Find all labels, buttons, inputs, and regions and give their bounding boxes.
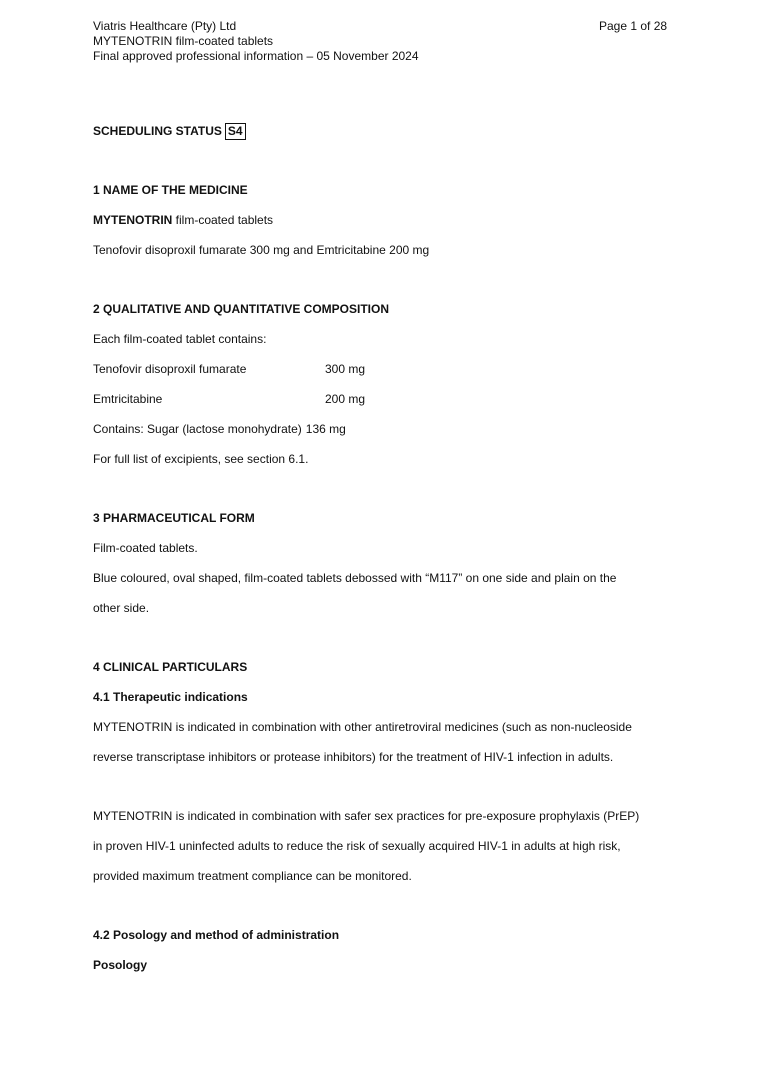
- medicine-name-bold: MYTENOTRIN: [93, 213, 173, 227]
- paragraph-line: provided maximum treatment compliance can be monitored.: [93, 869, 412, 883]
- page-header: [93, 19, 419, 64]
- subsection-heading: Posology: [93, 958, 148, 972]
- header-approval: Final approved professional information – 05 November 2024: [93, 49, 419, 63]
- ingredient-name: Contains: Sugar (lactose monohydrate): [93, 422, 302, 436]
- composition-row: [93, 384, 683, 414]
- form-line: other side.: [93, 601, 150, 615]
- form-line: Film-coated tablets.: [93, 541, 198, 555]
- ingredient-name: Tenofovir disoproxil fumarate: [93, 362, 247, 376]
- paragraph-line: MYTENOTRIN is indicated in combination with other antiretroviral medicines (such as non-nucleoside: [93, 720, 632, 734]
- form-line: Blue coloured, oval shaped, film-coated tablets debossed with “M117” on one side and plain on the: [93, 571, 617, 585]
- scheduling-label: SCHEDULING STATUS: [93, 124, 222, 138]
- ingredient-amount: 136 mg: [305, 422, 346, 436]
- section-heading: 2 QUALITATIVE AND QUANTITATIVE COMPOSITION: [93, 302, 389, 316]
- page-number: Page 1 of 28: [599, 19, 668, 33]
- medicine-composition: Tenofovir disoproxil fumarate 300 mg and Emtricitabine 200 mg: [93, 243, 430, 257]
- section-heading: 1 NAME OF THE MEDICINE: [93, 183, 248, 197]
- subsection-heading: 4.2 Posology and method of administration: [93, 928, 340, 942]
- paragraph-line: MYTENOTRIN is indicated in combination with safer sex practices for pre-exposure prophylaxis (PrEP): [93, 809, 640, 823]
- composition-intro: Each film-coated tablet contains:: [93, 332, 267, 346]
- document-body: [93, 116, 683, 980]
- section-heading: 3 PHARMACEUTICAL FORM: [93, 511, 255, 525]
- excipients-note: For full list of excipients, see section 6.1.: [93, 452, 309, 466]
- section-heading: 4 CLINICAL PARTICULARS: [93, 660, 248, 674]
- header-company: Viatris Healthcare (Pty) Ltd: [93, 19, 237, 33]
- header-product: MYTENOTRIN film-coated tablets: [93, 34, 274, 48]
- scheduling-status: [93, 116, 683, 146]
- paragraph-line: reverse transcriptase inhibitors or protease inhibitors) for the treatment of HIV-1 infection in adults.: [93, 750, 614, 764]
- medicine-name-rest: film-coated tablets: [172, 213, 274, 227]
- ingredient-name: Emtricitabine: [93, 392, 163, 406]
- medicine-name: [93, 205, 683, 235]
- subsection-heading: 4.1 Therapeutic indications: [93, 690, 248, 704]
- ingredient-amount: 200 mg: [325, 392, 366, 406]
- scheduling-value: S4: [225, 123, 246, 140]
- ingredient-amount: 300 mg: [325, 362, 366, 376]
- composition-row: [93, 354, 683, 384]
- composition-row: [93, 414, 683, 444]
- paragraph-line: in proven HIV-1 uninfected adults to reduce the risk of sexually acquired HIV-1 in adults at high risk,: [93, 839, 621, 853]
